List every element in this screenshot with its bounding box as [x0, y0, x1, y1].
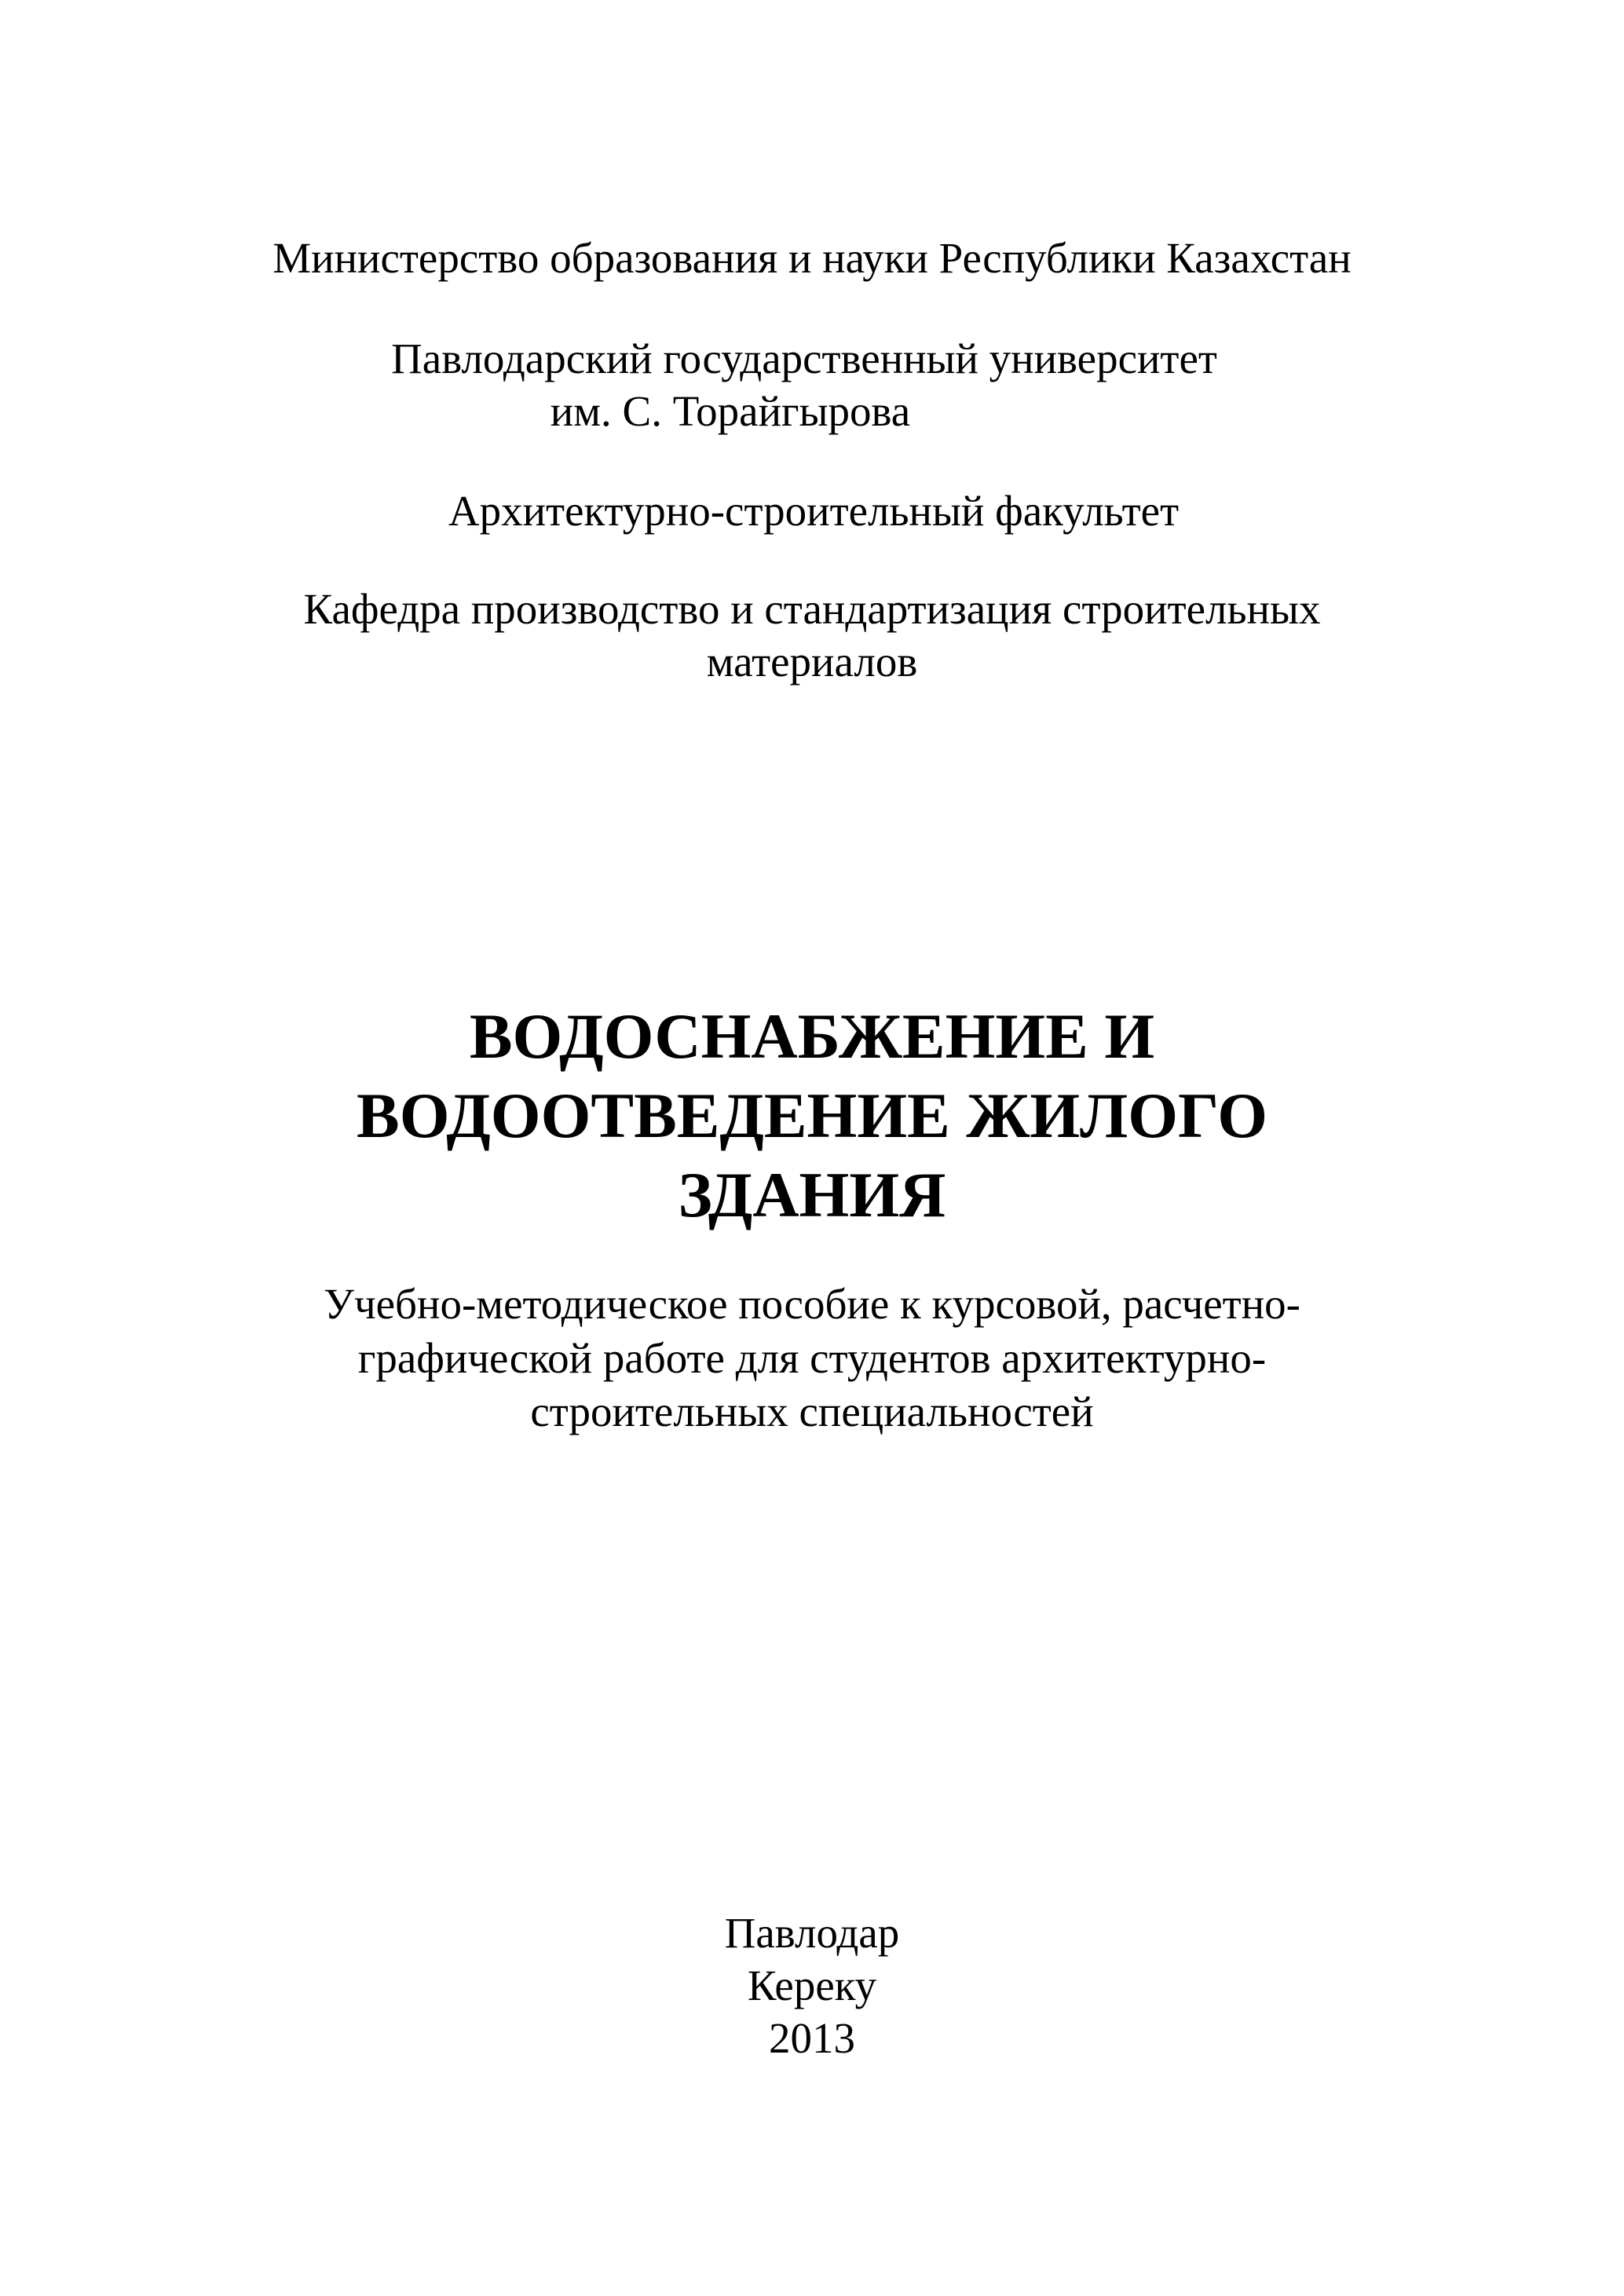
subtitle-line2: графической работе для студентов архитектурно- [357, 1334, 1267, 1382]
imprint-publisher: Кереку [747, 1961, 877, 2009]
imprint-city: Павлодар [724, 1909, 900, 1957]
department-name-line2: материалов [706, 638, 918, 686]
book-title-line2: ВОДООТВЕДЕНИЕ ЖИЛОГО [357, 1080, 1267, 1151]
university-name-line2: им. С. Торайгырова [550, 387, 911, 435]
university-name-line1: Павлодарский государственный университет [391, 335, 1217, 382]
department-name-line1: Кафедра производство и стандартизация строительных [303, 585, 1321, 633]
book-title-line1: ВОДОСНАБЖЕНИЕ И [469, 1000, 1155, 1072]
imprint-year: 2013 [769, 2014, 855, 2062]
subtitle-line1: Учебно-методическое пособие к курсовой, расчетно- [324, 1280, 1300, 1328]
faculty-name: Архитектурно-строительный факультет [448, 487, 1180, 535]
book-title-line3: ЗДАНИЯ [678, 1159, 946, 1230]
ministry-name: Министерство образования и науки Республики Казахстан [272, 234, 1352, 282]
subtitle-line3: строительных специальностей [530, 1387, 1094, 1435]
